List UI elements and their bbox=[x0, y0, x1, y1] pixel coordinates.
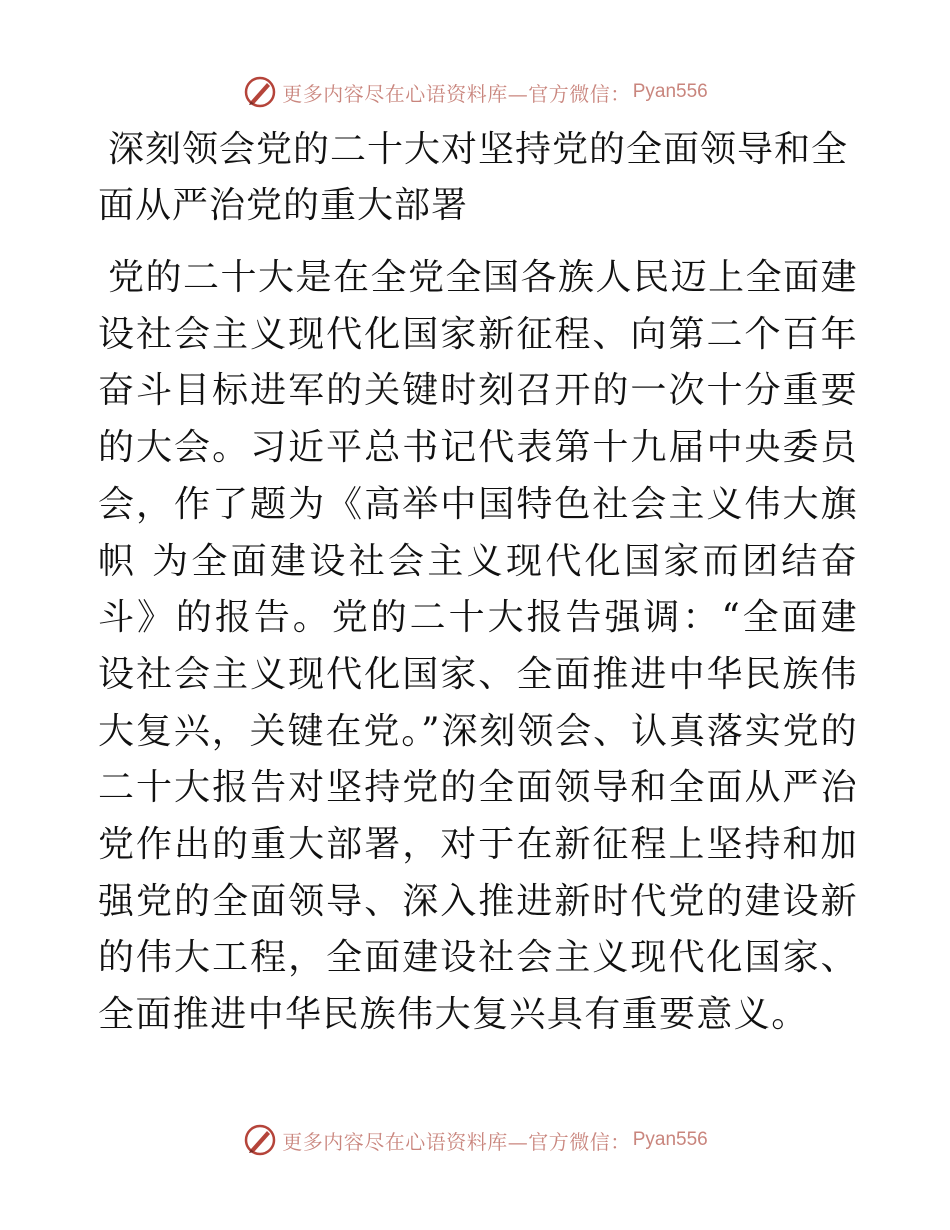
wechat-id: Pyan556 bbox=[632, 1129, 708, 1150]
pen-logo-icon bbox=[242, 1122, 278, 1158]
pen-logo-icon bbox=[242, 74, 278, 110]
body-paragraph: 党的二十大是在全党全国各族人民迈上全面建设社会主义现代化国家新征程、向第二个百年奋斗目标进军的关键时刻召开的一次十分重要的大会。习近平总书记代表第十九届中央委员会，作了题为《高举中国特色社会主义伟大旗帜 为全面建设社会主义现代化国家而团结奋斗》的报告。党的二十大报告强调：“全面建设社会主义现代化国家、全面推进中华民族伟大复兴，关键在党。”深刻领会、认真落实党的二十大报告对坚持党的全面领导和全面从严治党作出的重大部署，对于在新征程上坚持和加强党的全面领导、深入推进新时代党的建设新的伟大工程，全面建设社会主义现代化国家、全面推进中华民族伟大复兴具有重要意义。 bbox=[98, 257, 858, 1036]
header-banner bbox=[0, 72, 950, 112]
banner-text: 更多内容尽在心语资料库—官方微信： bbox=[282, 1129, 631, 1154]
document-title: 深刻领会党的二十大对坚持党的全面领导和全面从严治党的重大部署 bbox=[98, 129, 849, 226]
footer-banner bbox=[0, 1120, 950, 1160]
banner-text: 更多内容尽在心语资料库—官方微信： bbox=[282, 81, 631, 106]
wechat-id: Pyan556 bbox=[632, 81, 708, 102]
